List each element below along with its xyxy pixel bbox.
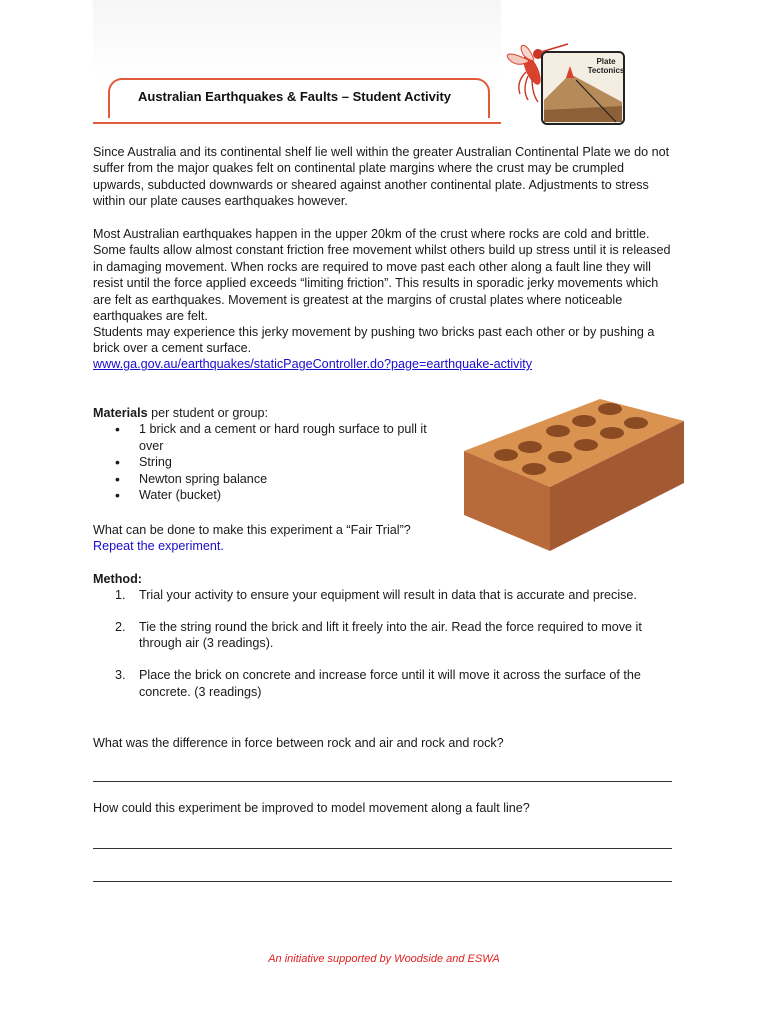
step-text: Trial your activity to ensure your equipment will result in data that is accurate and precise. [139, 588, 637, 602]
logo-text-plate: Plate [596, 57, 616, 66]
list-item: • 1 brick and a cement or hard rough surface to pull it over [93, 421, 453, 454]
footer-credit: An initiative supported by Woodside and ESWA [268, 953, 500, 965]
earthquake-activity-link[interactable]: www.ga.gov.au/earthquakes/staticPageController.do?page=earthquake-activity [93, 357, 533, 371]
answer-line-1[interactable] [93, 781, 672, 782]
logo-text-tectonics: Tectonics [587, 66, 625, 75]
question-1: What was the difference in force between rock and air and rock and rock? [93, 736, 504, 750]
answer-line-3[interactable] [93, 881, 672, 882]
intro-paragraph-2: Most Australian earthquakes happen in the upper 20km of the crust where rocks are cold and brittle. Some faults allow almost constant friction free movement whilst others build up stress until it is released in damaging movement. When rocks are required to move past each other along a fault line they will resist until the force applied exceeds “limiting friction”. This results in sporadic jerky movements which are felt as earthquakes. Movement is greatest at the margins of crustal plates where noticeable earthquakes are felt. [93, 227, 671, 324]
step-text: Place the brick on concrete and increase force until it will move it across the surface of the concrete. (3 readings) [139, 668, 641, 699]
method-heading: Method: [93, 572, 142, 586]
materials-list [93, 421, 453, 504]
intro-paragraph-1: Since Australia and its continental shelf lie well within the greater Australian Continental Plate we do not suffer from the major quakes felt on continental plate margins where the crust may be crumpled upwards, subducted downwards or sheared against another continental plate. Adjustments to stress within our plate causes earthquakes however. [93, 145, 670, 209]
step-number: 2. [115, 619, 126, 634]
method-list [93, 587, 678, 716]
page-title: Australian Earthquakes & Faults – Student Activity [138, 89, 452, 104]
list-item [93, 619, 678, 652]
materials-label: Materials [93, 406, 148, 420]
materials-suffix: per student or group: [147, 406, 269, 420]
list-item: • Water (bucket) [93, 487, 453, 504]
question-2: How could this experiment be improved to model movement along a fault line? [93, 801, 530, 815]
list-item: • Newton spring balance [93, 471, 453, 488]
step-number: 3. [115, 668, 126, 683]
step-text: Tie the string round the brick and lift it freely into the air. Read the force required to move it through air (3 readings). [139, 619, 642, 651]
fair-trial-answer: Repeat the experiment. [93, 539, 224, 553]
fair-trial-question: What can be done to make this experiment a “Fair Trial”? [93, 523, 411, 537]
step-number: 1. [115, 588, 126, 602]
list-item: • String [93, 454, 453, 471]
plate-tectonics-logo [498, 40, 626, 126]
list-item [93, 667, 678, 700]
intro-paragraph-3: Students may experience this jerky movement by pushing two bricks past each other or by pushing a brick over a cement surface. [93, 325, 655, 356]
header-underline [93, 122, 501, 124]
answer-line-2[interactable] [93, 848, 672, 849]
list-item [93, 587, 678, 603]
header-background [93, 0, 501, 78]
